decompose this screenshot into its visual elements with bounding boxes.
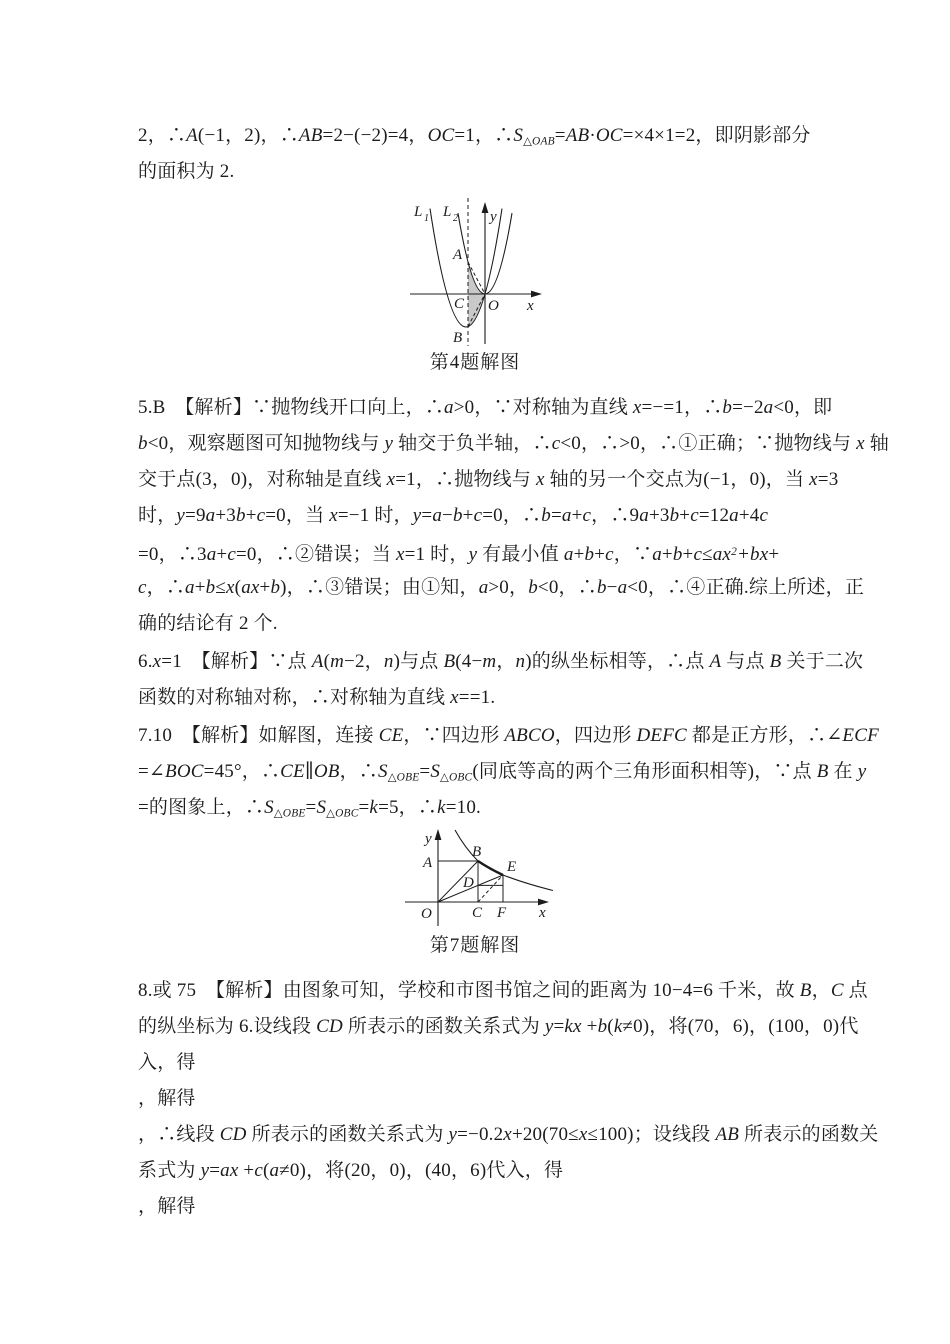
text-run: =5，∴ bbox=[378, 797, 438, 818]
math-variable: S bbox=[377, 761, 388, 782]
math-variable: c bbox=[256, 505, 266, 526]
math-variable: a bbox=[617, 577, 628, 598]
text-run: =1 时， bbox=[404, 544, 469, 566]
math-variable: c bbox=[693, 544, 703, 566]
text-run: = bbox=[305, 797, 317, 818]
text-run: − bbox=[442, 505, 453, 526]
text-run: 函数的对称轴对称，∴对称轴为直线 bbox=[138, 687, 451, 708]
text-run: >0，∵对称轴为直线 bbox=[453, 397, 633, 418]
text-line bbox=[138, 1045, 856, 1081]
y-axis-arrow-icon bbox=[482, 202, 489, 213]
label-y-axis: y bbox=[424, 831, 432, 847]
math-variable: b bbox=[138, 433, 148, 454]
text-run: = bbox=[553, 1016, 565, 1037]
text-run: =1，∴ bbox=[454, 125, 514, 146]
math-variable: a bbox=[185, 577, 195, 598]
text-run: ，∵ bbox=[613, 544, 653, 566]
text-run: 8.或 75 【解析】由图象可知，学校和市图书馆之间的距离为 10−4=6 千米，故 bbox=[138, 980, 800, 1001]
paragraph-answer6 bbox=[138, 644, 864, 716]
math-variable: b bbox=[236, 505, 246, 526]
math-variable: AB bbox=[565, 125, 590, 146]
math-subscript: △OBE bbox=[273, 807, 306, 820]
math-variable: AB bbox=[298, 125, 323, 146]
math-variable: x bbox=[226, 577, 235, 598]
math-variable: b bbox=[669, 505, 680, 526]
math-variable: b bbox=[205, 577, 216, 598]
text-run: = bbox=[419, 761, 431, 782]
math-variable: B bbox=[443, 651, 456, 672]
text-run: )，∴③错误；由①知， bbox=[280, 577, 479, 598]
arc-be-bold bbox=[478, 861, 503, 875]
label-point-a: A bbox=[422, 855, 432, 871]
text-run: 6. bbox=[138, 651, 153, 672]
text-run: )的纵坐标相等，∴点 bbox=[525, 651, 710, 672]
math-variable: c bbox=[473, 505, 483, 526]
text-line bbox=[138, 718, 879, 754]
text-run: 5.B 【解析】∵抛物线开口向上，∴ bbox=[138, 397, 445, 418]
text-run: + bbox=[594, 544, 606, 566]
math-subscript: △OAB bbox=[523, 135, 555, 148]
text-run: + bbox=[768, 544, 780, 566]
text-line bbox=[138, 973, 868, 1009]
text-run: =0，∴3 bbox=[138, 544, 207, 566]
text-line bbox=[138, 790, 856, 826]
math-variable: y bbox=[200, 1160, 210, 1181]
math-variable: a bbox=[652, 544, 662, 566]
y-axis-arrow-icon bbox=[434, 829, 441, 840]
text-run: = bbox=[550, 505, 562, 526]
text-line bbox=[138, 462, 856, 498]
text-run: (4− bbox=[455, 651, 483, 672]
figure-q7-solution bbox=[116, 828, 834, 959]
text-run: (同底等高的两个三角形面积相等)，∵点 bbox=[472, 761, 817, 782]
text-run: 系式为 bbox=[138, 1160, 201, 1181]
text-run: + bbox=[661, 544, 673, 566]
text-line bbox=[138, 570, 865, 606]
math-variable: CD bbox=[316, 1016, 343, 1037]
text-run: 入，得 bbox=[138, 1052, 196, 1073]
text-run: 的面积为 2. bbox=[138, 161, 235, 182]
text-line bbox=[138, 680, 856, 716]
text-run: >0， bbox=[488, 577, 529, 598]
text-run: <0，即 bbox=[773, 397, 833, 418]
text-run: )与点 bbox=[393, 651, 444, 672]
text-run: + bbox=[573, 544, 585, 566]
text-run: + bbox=[238, 1160, 255, 1181]
math-variable: b bbox=[541, 505, 551, 526]
text-run: = bbox=[554, 125, 566, 146]
text-run: =−2 bbox=[732, 397, 764, 418]
text-run: =×4×1=2，即阴影部分 bbox=[622, 125, 811, 146]
label-l2-sub: 2 bbox=[453, 213, 458, 224]
text-run: +20(70≤ bbox=[511, 1124, 579, 1145]
text-line bbox=[138, 426, 889, 462]
x-axis-arrow-icon bbox=[531, 291, 542, 298]
text-run: ( bbox=[262, 1160, 270, 1181]
math-subscript: △OBE bbox=[387, 771, 420, 784]
math-variable: c bbox=[605, 544, 614, 566]
math-variable: a bbox=[763, 397, 774, 418]
text-run: <0，观察题图可知抛物线与 bbox=[147, 433, 385, 454]
math-variable: ECF bbox=[842, 725, 879, 746]
math-variable: a bbox=[478, 577, 489, 598]
math-variable: c bbox=[254, 1160, 263, 1181]
label-origin: O bbox=[488, 298, 499, 314]
math-variable: n bbox=[383, 651, 394, 672]
q7-graph bbox=[393, 828, 558, 933]
text-run: 时， bbox=[138, 505, 177, 526]
math-variable: DEFC bbox=[636, 725, 687, 746]
text-run: ≤ bbox=[702, 544, 713, 566]
math-variable: C bbox=[830, 980, 844, 1001]
text-run: 关于二次 bbox=[781, 651, 864, 672]
text-line bbox=[138, 118, 856, 154]
text-run: ≠0)，将(20，0)，(40，6)代入，得 bbox=[279, 1160, 564, 1181]
text-run: 轴交于负半轴，∴ bbox=[393, 433, 552, 454]
math-variable: a bbox=[561, 505, 572, 526]
math-variable: n bbox=[515, 651, 526, 672]
text-run: =10. bbox=[445, 797, 481, 818]
text-line bbox=[138, 1189, 856, 1225]
text-run: = bbox=[209, 1160, 221, 1181]
text-line bbox=[138, 154, 856, 190]
text-run: + bbox=[259, 577, 271, 598]
math-variable: k bbox=[437, 797, 446, 818]
text-line bbox=[138, 1009, 859, 1045]
text-run: =−=1，∴ bbox=[641, 397, 723, 418]
math-variable: B bbox=[769, 651, 782, 672]
math-variable: y bbox=[468, 544, 478, 566]
math-variable: CE bbox=[378, 725, 404, 746]
math-subscript: △OBC bbox=[440, 771, 473, 784]
text-run: ，∴ bbox=[339, 761, 378, 782]
math-variable: AB bbox=[715, 1124, 740, 1145]
text-run: ( bbox=[323, 651, 331, 672]
text-run: =2−(−2)=4， bbox=[322, 125, 428, 146]
math-variable: S bbox=[513, 125, 524, 146]
label-point-b: B bbox=[471, 844, 481, 860]
math-variable: x bbox=[632, 397, 642, 418]
label-point-e: E bbox=[506, 859, 516, 875]
math-variable: b bbox=[597, 1016, 608, 1037]
text-line bbox=[138, 1153, 856, 1189]
math-variable: c bbox=[227, 544, 236, 566]
text-run: = bbox=[421, 505, 433, 526]
math-variable: ax bbox=[712, 544, 732, 566]
text-run: =0，当 bbox=[265, 505, 330, 526]
math-variable: OC bbox=[427, 125, 455, 146]
math-variable: a bbox=[206, 544, 217, 566]
math-variable: x bbox=[809, 469, 818, 490]
math-variable: a bbox=[432, 505, 443, 526]
math-variable: CD bbox=[219, 1124, 247, 1145]
math-variable: b bbox=[672, 544, 683, 566]
text-run: =3 bbox=[817, 469, 839, 490]
math-variable: S bbox=[316, 797, 327, 818]
text-run: 所表示的函数关系式为 bbox=[342, 1016, 545, 1037]
text-run: ，四边形 bbox=[554, 725, 637, 746]
text-run: =−1 时， bbox=[337, 505, 413, 526]
text-run: =12 bbox=[698, 505, 730, 526]
text-run: ，解得 bbox=[138, 1196, 196, 1217]
math-variable: A bbox=[709, 651, 722, 672]
math-variable: x bbox=[503, 1124, 512, 1145]
text-run: + bbox=[571, 505, 583, 526]
dashed-segment-ce bbox=[478, 875, 503, 902]
text-run: 轴的另一个交点为(−1，0)，当 bbox=[544, 469, 810, 490]
text-run: + bbox=[462, 505, 474, 526]
text-run: 2，∴ bbox=[138, 125, 187, 146]
math-variable: x bbox=[329, 505, 338, 526]
text-run: 7.10 【解析】如解图，连接 bbox=[138, 725, 379, 746]
text-run: · bbox=[589, 125, 596, 146]
label-x-axis: x bbox=[527, 298, 534, 314]
math-variable: S bbox=[430, 761, 441, 782]
math-variable: x bbox=[450, 687, 459, 708]
math-variable: A bbox=[311, 651, 324, 672]
paragraph-answer7 bbox=[138, 718, 879, 826]
math-variable: b bbox=[584, 544, 595, 566]
math-variable: y bbox=[412, 505, 422, 526]
text-run: ( bbox=[234, 577, 242, 598]
math-variable: b bbox=[528, 577, 538, 598]
text-run: =0，∴ bbox=[482, 505, 542, 526]
paragraph-answer5 bbox=[138, 390, 889, 642]
math-variable: B bbox=[799, 980, 812, 1001]
text-run: + bbox=[679, 505, 691, 526]
math-variable: c bbox=[759, 505, 769, 526]
text-run: ，∴9 bbox=[591, 505, 640, 526]
math-variable: y bbox=[176, 505, 186, 526]
math-variable: CE bbox=[280, 761, 305, 782]
text-run: ， bbox=[811, 980, 831, 1001]
label-origin: O bbox=[420, 906, 432, 922]
label-y-axis: y bbox=[490, 209, 497, 225]
text-run: ，∴ bbox=[146, 577, 186, 598]
math-superscript: 2 bbox=[731, 546, 737, 558]
text-run: −2， bbox=[344, 651, 384, 672]
text-run: =1，∴抛物线与 bbox=[395, 469, 537, 490]
paragraph-answer8 bbox=[138, 973, 879, 1225]
text-run: =0，∴②错误；当 bbox=[235, 544, 396, 566]
text-run: ≤ bbox=[215, 577, 227, 598]
math-variable: a bbox=[444, 397, 454, 418]
text-run: =−0.2 bbox=[457, 1124, 504, 1145]
math-variable: m bbox=[330, 651, 345, 672]
math-variable: m bbox=[482, 651, 497, 672]
text-run: 有最小值 bbox=[477, 544, 564, 566]
label-point-d: D bbox=[462, 875, 474, 891]
math-variable: a bbox=[205, 505, 216, 526]
text-run: ，∵四边形 bbox=[403, 725, 505, 746]
math-variable: c bbox=[582, 505, 592, 526]
text-run: 点 bbox=[843, 980, 868, 1001]
math-subscript: △OBC bbox=[326, 807, 359, 820]
text-run: ==1. bbox=[458, 687, 496, 708]
math-variable: a bbox=[269, 1160, 280, 1181]
math-variable: y bbox=[384, 433, 394, 454]
math-variable: A bbox=[186, 125, 198, 146]
text-line bbox=[138, 644, 864, 680]
math-variable: k bbox=[613, 1016, 623, 1037]
math-variable: b bbox=[452, 505, 463, 526]
label-point-c: C bbox=[454, 296, 465, 312]
text-run: =∠ bbox=[138, 761, 166, 782]
text-line bbox=[138, 390, 856, 426]
text-line bbox=[138, 1117, 879, 1153]
figure-q4-caption: 第4题解图 bbox=[429, 352, 521, 373]
math-variable: x bbox=[386, 469, 396, 490]
text-run: 所表示的函数关系式为 bbox=[246, 1124, 449, 1145]
label-point-c: C bbox=[471, 905, 482, 921]
text-run: =的图象上，∴ bbox=[138, 797, 265, 818]
text-run: 确的结论有 2 个. bbox=[138, 613, 278, 634]
math-variable: k bbox=[369, 797, 379, 818]
paragraph-answer4-tail bbox=[138, 118, 856, 190]
math-variable: a bbox=[639, 505, 649, 526]
text-line bbox=[138, 534, 856, 570]
math-variable: +bx bbox=[736, 544, 769, 566]
text-run: =9 bbox=[185, 505, 206, 526]
text-run: = bbox=[358, 797, 370, 818]
text-run: ∥ bbox=[304, 761, 314, 782]
math-variable: ABCO bbox=[504, 725, 555, 746]
text-run: <0，∴ bbox=[537, 577, 597, 598]
label-l1: L bbox=[414, 204, 423, 220]
math-variable: ax bbox=[241, 577, 260, 598]
label-point-a: A bbox=[453, 247, 463, 263]
text-run: ≠0)，将(70，6)，(100，0)代 bbox=[622, 1016, 859, 1037]
text-run: ，∴线段 bbox=[138, 1124, 220, 1145]
text-run: ≤100)；设线段 bbox=[587, 1124, 716, 1145]
text-run: ， bbox=[496, 651, 516, 672]
text-run: <0，∴>0，∴①正确；∵抛物线与 bbox=[560, 433, 857, 454]
text-run: 都是正方形，∴∠ bbox=[686, 725, 843, 746]
math-variable: B bbox=[816, 761, 829, 782]
text-run: 轴 bbox=[864, 433, 889, 454]
text-run: +4 bbox=[738, 505, 760, 526]
math-variable: OC bbox=[595, 125, 623, 146]
math-variable: a bbox=[729, 505, 739, 526]
math-variable: OB bbox=[313, 761, 340, 782]
text-run: + bbox=[581, 1016, 598, 1037]
math-variable: BOC bbox=[165, 761, 204, 782]
q4-graph bbox=[390, 192, 560, 350]
math-variable: x bbox=[578, 1124, 588, 1145]
text-run: 交于点(3，0)，对称轴是直线 bbox=[138, 469, 387, 490]
math-variable: S bbox=[264, 797, 274, 818]
math-variable: kx bbox=[564, 1016, 582, 1037]
math-variable: y bbox=[448, 1124, 458, 1145]
math-variable: x bbox=[152, 651, 162, 672]
text-run: − bbox=[606, 577, 618, 598]
text-run: =45°，∴ bbox=[203, 761, 281, 782]
text-run: <0，∴④正确.综上所述，正 bbox=[627, 577, 865, 598]
math-variable: x bbox=[395, 544, 405, 566]
text-run: (−1，2)，∴ bbox=[197, 125, 299, 146]
text-line bbox=[138, 498, 856, 534]
math-variable: x bbox=[856, 433, 865, 454]
math-variable: y bbox=[544, 1016, 554, 1037]
text-run: ，解得 bbox=[138, 1088, 196, 1109]
text-line bbox=[138, 606, 856, 642]
math-variable: x bbox=[536, 469, 545, 490]
math-variable: b bbox=[596, 577, 607, 598]
math-variable: b bbox=[270, 577, 281, 598]
text-run: + bbox=[682, 544, 694, 566]
math-variable: y bbox=[857, 761, 867, 782]
label-l1-sub: 1 bbox=[424, 213, 429, 224]
text-line bbox=[138, 754, 867, 790]
figure-q7-caption: 第7题解图 bbox=[429, 935, 521, 956]
text-run: 的纵坐标为 6.设线段 bbox=[138, 1016, 317, 1037]
text-run: 在 bbox=[828, 761, 858, 782]
math-variable: b bbox=[722, 397, 733, 418]
label-l2: L bbox=[443, 204, 452, 220]
label-point-b: B bbox=[453, 330, 463, 346]
label-x-axis: x bbox=[538, 905, 546, 921]
text-run: =1 【解析】∵点 bbox=[161, 651, 312, 672]
text-run: +3 bbox=[648, 505, 670, 526]
text-run: + bbox=[194, 577, 206, 598]
text-run: ( bbox=[607, 1016, 614, 1037]
math-variable: ax bbox=[220, 1160, 239, 1181]
text-run: 与点 bbox=[721, 651, 770, 672]
text-run: +3 bbox=[215, 505, 236, 526]
text-line bbox=[138, 1081, 856, 1117]
figure-q4-solution bbox=[116, 192, 834, 376]
text-run: + bbox=[245, 505, 257, 526]
text-run: + bbox=[216, 544, 228, 566]
label-point-f: F bbox=[496, 905, 506, 921]
math-variable: c bbox=[138, 577, 147, 598]
math-variable: a bbox=[563, 544, 574, 566]
math-variable: c bbox=[551, 433, 561, 454]
math-variable: c bbox=[690, 505, 699, 526]
text-run: 所表示的函数关 bbox=[739, 1124, 879, 1145]
